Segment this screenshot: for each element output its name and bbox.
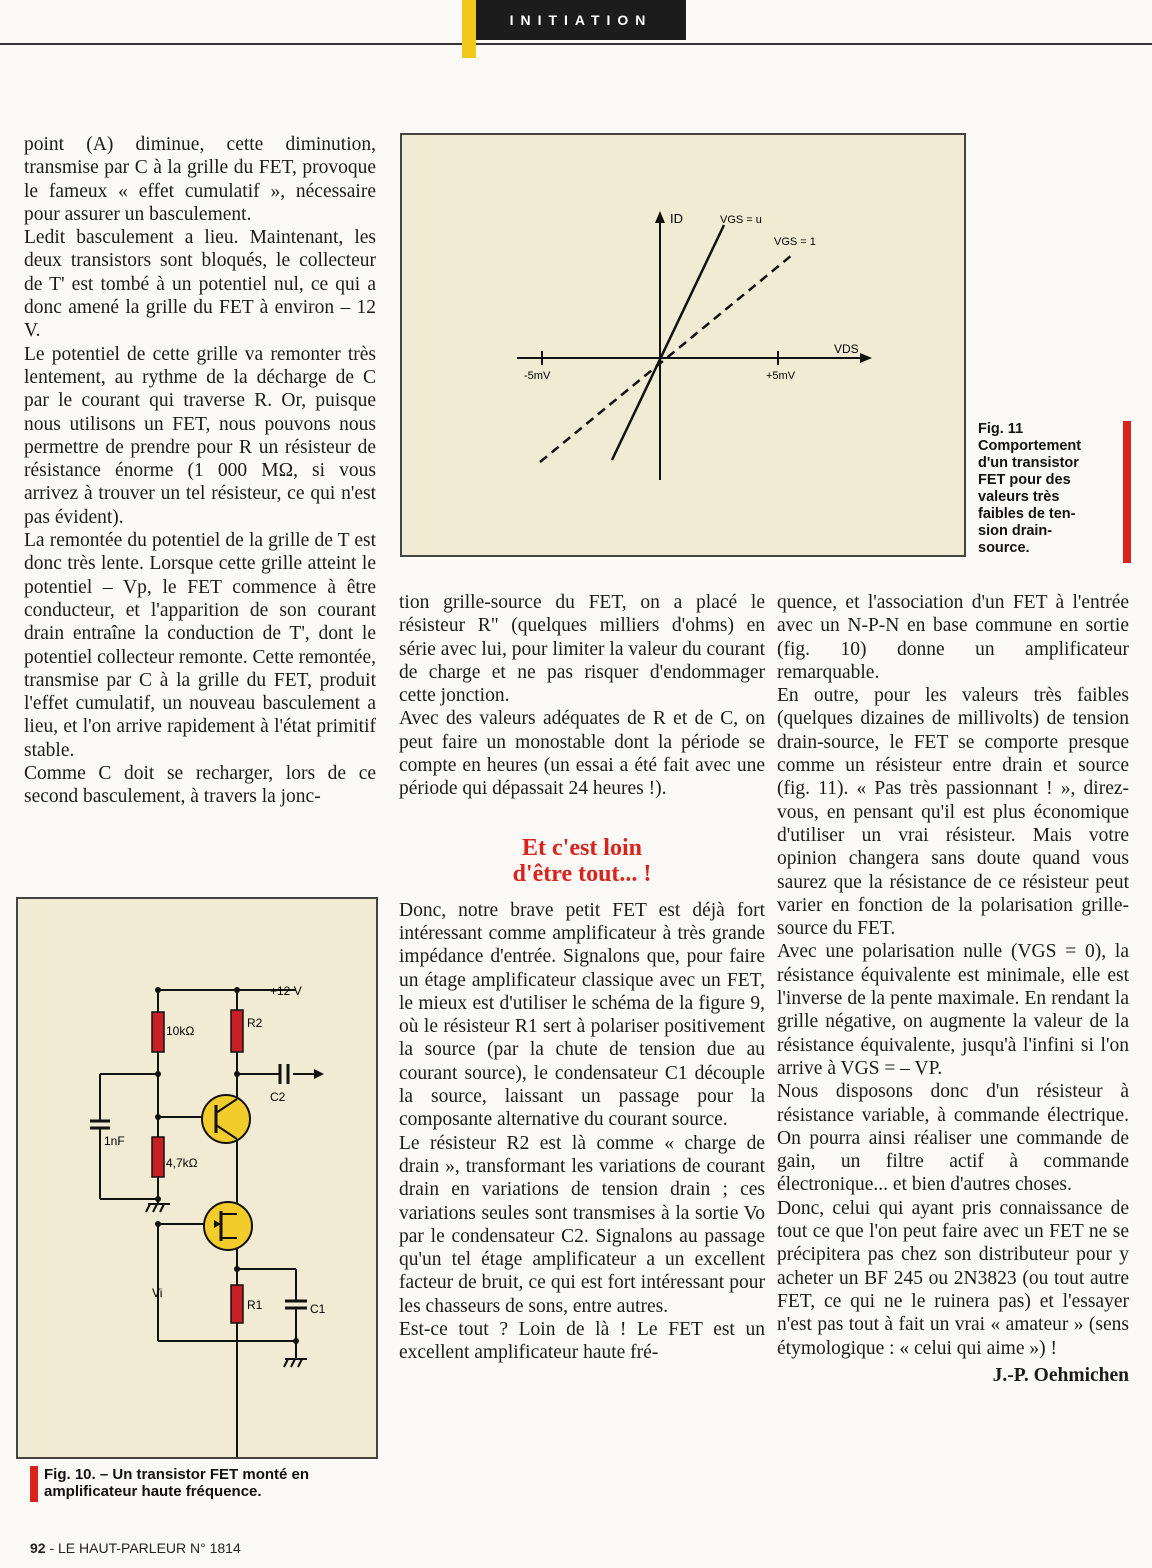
label-vgs-1: VGS = 1 xyxy=(774,236,816,248)
caption-line: valeurs très xyxy=(978,489,1060,505)
y-axis-arrow xyxy=(655,211,665,223)
resistor-r1 xyxy=(231,1285,243,1323)
header-accent-bar xyxy=(462,0,476,58)
r-bottom-label: 4,7kΩ xyxy=(166,1156,198,1170)
paragraph: Comme C doit se recharger, lors de ce second basculement, à travers la jonc- xyxy=(24,763,376,808)
ground-icon xyxy=(146,1204,170,1212)
fig11-svg xyxy=(402,135,964,555)
fig11-caption xyxy=(978,421,1118,557)
column-3 xyxy=(777,591,1129,1387)
label-vgs-u: VGS = u xyxy=(720,214,762,226)
heading-line: Et c'est loin xyxy=(522,834,642,861)
resistor-r2 xyxy=(231,1010,243,1052)
paragraph: Avec des valeurs adéquates de R et de C, on peut faire un monostable dont la période se compte en heures (un essai a été fait avec une période qui dépassait 24 heures !). xyxy=(399,708,765,800)
resistor-4k7 xyxy=(152,1137,164,1177)
caption-line: Comportement xyxy=(978,438,1082,454)
page-number: 92 xyxy=(30,1540,46,1556)
fig11-caption-bar xyxy=(1123,421,1131,563)
fet-transistor-icon xyxy=(204,1202,252,1250)
caption-line: sion drain- xyxy=(978,523,1053,539)
fig10-schematic xyxy=(16,897,378,1459)
x-axis-arrow xyxy=(860,353,872,363)
paragraph: En outre, pour les valeurs très faibles (quelques dizaines de millivolts) de tension drain-source, le FET se comporte presque comme un résisteur entre drain et source (fig. 11). « Pas très passionnant ! », direz-vous, en pensant qu'il est plus économique d'utiliser un vrai résisteur. Mais votre opinion changera sans doute quand vous saurez que la résistance de ce résisteur peut varier en fonction de la polarisation grille-source du FET. xyxy=(777,685,1129,940)
supply-label: +12 V xyxy=(270,984,302,998)
fig10-caption-bar xyxy=(30,1466,38,1502)
ground-icon xyxy=(284,1359,307,1367)
paragraph: point (A) diminue, cette diminution, transmise par C à la grille du FET, provoque le fameux « effet cumulatif », nécessaire pour assurer un basculement. xyxy=(24,134,376,225)
output-arrow-icon xyxy=(314,1069,324,1079)
page-footer xyxy=(30,1540,241,1556)
paragraph: Nous disposons donc d'un résisteur à résistance variable, à commande électrique. On pourra ainsi réaliser une commande de gain, un filtre actif à commande électronique... et bien d'autres choses. xyxy=(777,1081,1129,1196)
caption-line: faibles de ten- xyxy=(978,506,1076,522)
column-2 xyxy=(399,591,765,1365)
caption-line: FET pour des xyxy=(978,472,1071,488)
publication-name: - LE HAUT-PARLEUR N° 1814 xyxy=(49,1540,241,1556)
curve-vgs-u xyxy=(612,225,724,460)
caption-line: Fig. 10. – Un transistor FET monté en xyxy=(44,1466,310,1483)
tick-label-left: -5mV xyxy=(524,370,551,382)
cap-label: 1nF xyxy=(104,1134,125,1148)
y-axis-label: ID xyxy=(670,211,683,226)
fig11-graph xyxy=(400,133,966,557)
paragraph: Donc, notre brave petit FET est déjà fort intéressant comme amplificateur à très grande impédance d'entrée. Signalons que, pour faire un étage amplificateur classique avec un FET, le mieux est d'utiliser le schéma de la figure 9, où le résisteur R1 sert à polariser positivement la source (par la chute de tension due au courant source), le condensateur C1 découple la source, laissant un passage pour la composante alternative du courant source. xyxy=(399,899,765,1131)
column-1 xyxy=(24,133,376,809)
tick-label-right: +5mV xyxy=(766,370,796,382)
paragraph: tion grille-source du FET, on a placé le résisteur R" (quelques milliers d'ohms) en série avec lui, pour limiter la valeur du courant de charge et ne pas risquer d'endommager cette jonction. xyxy=(399,592,765,707)
paragraph: Le résisteur R2 est là comme « charge de drain », transformant les variations de courant drain en variations de tension drain ; ces variations seules sont transmises à la sortie Vo par le condensateur C2. Signalons au passage qu'un tel étage amplificateur a un excellent facteur de bruit, ce qui est fort intéressant pour les chasseurs de sons, entre autres. xyxy=(399,1132,765,1317)
npn-transistor-icon xyxy=(202,1095,250,1143)
paragraph: La remontée du potentiel de la grille de T est donc très lente. Lorsque cette grille atteint le potentiel – Vp, le FET commence à être conducteur, et l'apparition de son courant drain entraîne la conduction de T', dont le potentiel collecteur remonte. Cette remontée, transmise par C à la grille du FET, produit l'effet cumulatif, un nouveau basculement a lieu, et l'on arrive rapidement à l'état primitif stable. xyxy=(24,530,376,761)
paragraph: Le potentiel de cette grille va remonter très lentement, au rythme de la décharge de C par le courant qui traverse R. Or, puisque nous utilisons un FET, nous pouvons nous permettre de prendre pour R un résisteur de résistance énorme (1 000 MΩ, si vous arrivez à trouver un tel résisteur, ce qui n'est pas évident). xyxy=(24,343,376,528)
paragraph: Donc, celui qui ayant pris connaissance de tout ce que l'on peut faire avec un FET ne se précipitera pas chez son distributeur pour y acheter un BF 245 ou 2N3823 (ou tout autre FET, ce qui ne le ruinera pas) et l'essayer n'est pas tout à fait un vrai « amateur » (sens étymologique : « celui qui aime ») ! xyxy=(777,1197,1129,1359)
caption-line: source. xyxy=(978,540,1030,556)
r-top-label: 10kΩ xyxy=(166,1024,195,1038)
resistor-10k xyxy=(152,1012,164,1052)
fig10-caption xyxy=(44,1466,378,1500)
caption-line: Fig. 11 xyxy=(978,421,1024,437)
r2-label: R2 xyxy=(247,1016,263,1030)
c2-label: C2 xyxy=(270,1090,286,1104)
paragraph: Avec une polarisation nulle (VGS = 0), la résistance équivalente est minimale, elle est l'inverse de la pente maximale. En rendant la grille négative, on augmente la valeur de la résistance équivalente, jusqu'à l'infini si l'on arrive à VGS = – VP. xyxy=(777,941,1129,1079)
section-label: INITIATION xyxy=(476,0,686,40)
c1-label: C1 xyxy=(310,1302,326,1316)
paragraph: Est-ce tout ? Loin de là ! Le FET est un excellent amplificateur haute fré- xyxy=(399,1319,765,1364)
caption-line: d'un transistor xyxy=(978,455,1079,471)
r1-label: R1 xyxy=(247,1298,263,1312)
vi-label: Vi xyxy=(152,1286,163,1300)
paragraph: quence, et l'association d'un FET à l'entrée avec un N-P-N en base commune en sortie (fig. 10) donne un amplificateur remarquable. xyxy=(777,592,1129,683)
paragraph: Ledit basculement a lieu. Maintenant, les deux transistors sont bloqués, le collecteur de T' est tombé à un potentiel nul, ce qui a donc amené la grille du FET à environ – 12 V. xyxy=(24,227,376,342)
x-axis-label: VDS xyxy=(834,342,859,356)
heading-line: d'être tout... ! xyxy=(512,860,652,887)
section-heading xyxy=(399,835,765,887)
header-rule xyxy=(0,43,1152,45)
author-signature: J.-P. Oehmichen xyxy=(992,1364,1129,1386)
caption-line: amplificateur haute fréquence. xyxy=(44,1483,262,1500)
fig10-svg xyxy=(18,899,376,1457)
